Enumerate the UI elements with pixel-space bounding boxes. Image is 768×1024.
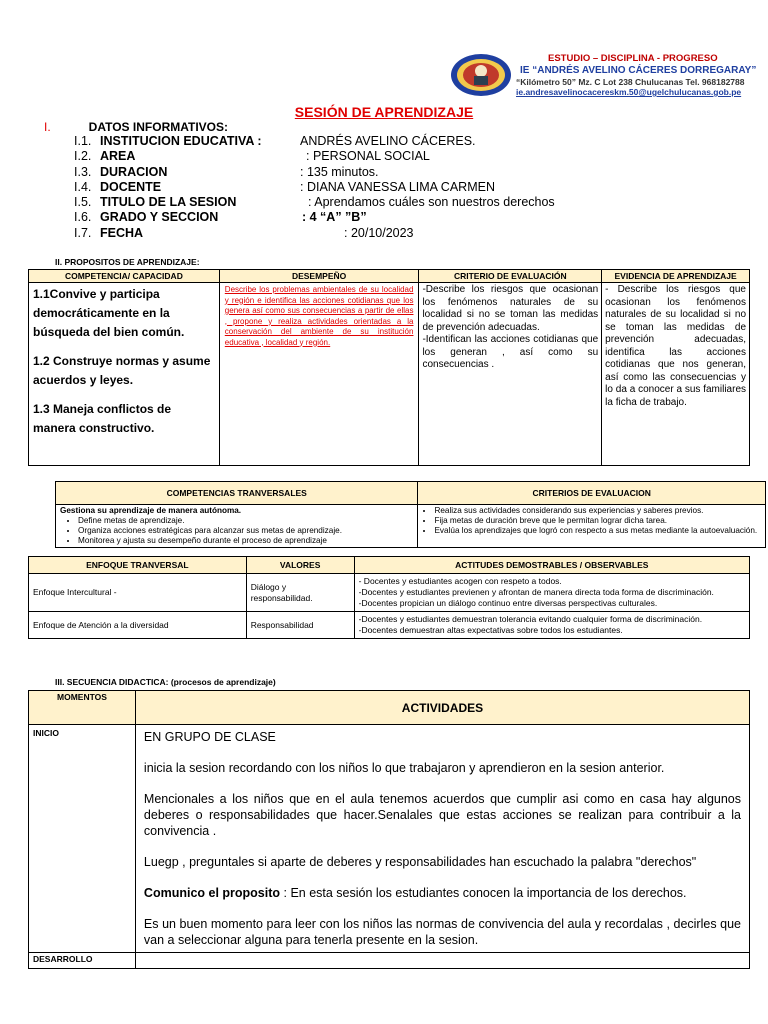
column-header: CRITERIOS DE EVALUACION bbox=[418, 482, 766, 505]
evidencia-cell: - Describe los riesgos que ocasionan los fenómenos naturales de su localidad si no se toman las medidas de prevención adecuadas, identifica las acciones cotidianas que nos generan, así como las consecuencias y lo da a conocer a sus familiares la ficha de trabajo. bbox=[602, 283, 750, 466]
info-row: I.6. GRADO Y SECCION : 4 “A” ”B” bbox=[74, 210, 367, 224]
enfoque-cell: Enfoque Intercultural - bbox=[29, 574, 247, 612]
table-row bbox=[29, 953, 750, 969]
valores-cell: Responsabilidad bbox=[246, 612, 354, 639]
list-item: • Organiza acciones estratégicas para alcanzar sus metas de aprendizaje. bbox=[78, 526, 413, 536]
competencia-item: 1.2 Construye normas y asume acuerdos y leyes. bbox=[33, 354, 211, 387]
table-header-row bbox=[29, 691, 750, 725]
section-heading-2: II. PROPOSITOS DE APRENDIZAJE: bbox=[55, 257, 200, 267]
section-heading-1 bbox=[44, 120, 228, 134]
table-row bbox=[56, 505, 766, 548]
actitudes-cell: - Docentes y estudiantes acogen con respeto a todos. -Docentes y estudiantes previenen y afrontan de manera directa toda forma de discriminación. -Docentes propician un diálogo continuo entre diversas perspectivas culturales. bbox=[354, 574, 749, 612]
table-row bbox=[29, 574, 750, 612]
info-row: I.1. INSTITUCION EDUCATIVA : ANDRÉS AVELINO CÁCERES. bbox=[74, 134, 476, 148]
activity-paragraph: inicia la sesion recordando con los niños lo que trabajaron y aprendieron en la sesion anterior. bbox=[143, 761, 665, 775]
table-row bbox=[29, 612, 750, 639]
school-address: “Kilómetro 50” Mz. C Lot 238 Chulucanas Tel. 968182788 bbox=[516, 77, 745, 87]
table-row bbox=[29, 725, 750, 953]
list-item: • Fija metas de duración breve que le permitan lograr dicha tarea. bbox=[434, 516, 761, 526]
table-header-row bbox=[29, 557, 750, 574]
list-item: • Realiza sus actividades considerando sus experiencias y saberes previos. bbox=[434, 506, 761, 516]
section-heading-3: III. SECUENCIA DIDACTICA: (procesos de aprendizaje) bbox=[55, 677, 276, 687]
momento-desarrollo-label: DESARROLLO bbox=[29, 953, 136, 969]
enfoques-table bbox=[28, 556, 750, 639]
list-item: • Define metas de aprendizaje. bbox=[78, 516, 413, 526]
actitudes-cell: -Docentes y estudiantes demuestran tolerancia evitando cualquier forma de discriminación. -Docentes demuestran altas expectativas sobre todos los estudiantes. bbox=[354, 612, 749, 639]
school-email[interactable]: ie.andresavelinocacereskm.50@ugelchulucanas.gob.pe bbox=[516, 87, 742, 97]
section-number: I. bbox=[44, 120, 51, 134]
activity-paragraph: EN GRUPO DE CLASE bbox=[143, 730, 276, 744]
school-motto: ESTUDIO – DISCIPLINA - PROGRESO bbox=[548, 53, 718, 64]
enfoque-cell: Enfoque de Atención a la diversidad bbox=[29, 612, 247, 639]
actividades-desarrollo-cell bbox=[135, 953, 749, 969]
column-header: EVIDENCIA DE APRENDIZAJE bbox=[602, 270, 750, 283]
activity-paragraph: Luegp , preguntales si aparte de deberes y responsabilidades han escuchado la palabra "derechos" bbox=[143, 855, 697, 869]
table-header-row bbox=[56, 482, 766, 505]
criterios-evaluacion-cell bbox=[418, 505, 766, 548]
valores-cell: Diálogo y responsabilidad. bbox=[246, 574, 354, 612]
column-header: ACTIVIDADES bbox=[135, 691, 749, 725]
table-row bbox=[29, 283, 750, 466]
competencias-cell bbox=[29, 283, 220, 466]
column-header: VALORES bbox=[246, 557, 354, 574]
transversal-title: Gestiona su aprendizaje de manera autónoma. bbox=[60, 506, 242, 515]
column-header: DESEMPEÑO bbox=[219, 270, 419, 283]
info-row: I.5. TITULO DE LA SESION : Aprendamos cuáles son nuestros derechos bbox=[74, 195, 555, 209]
school-name: IE “ANDRÉS AVELINO CÁCERES DORREGARAY” bbox=[520, 65, 757, 76]
column-header: MOMENTOS bbox=[29, 691, 136, 725]
competencia-item: 1.1Convive y participa democráticamente en la búsqueda del bien común. bbox=[33, 287, 185, 339]
list-item: • Evalúa los aprendizajes que logró con respecto a sus metas mediante la autoevaluación. bbox=[434, 526, 761, 536]
activity-paragraph: Mencionales a los niños que en el aula tenemos acuerdos que cumplir asi como en casa hay algunos deberes o responsabilidades que hacer.Senalales que estas acciones se realizan para contribuir a la convivencia . bbox=[143, 792, 741, 838]
proposito-label: Comunico el proposito bbox=[143, 886, 281, 900]
actividades-inicio-cell bbox=[135, 725, 749, 953]
momento-inicio-label: INICIO bbox=[29, 725, 136, 953]
column-header: COMPETENCIAS TRANVERSALES bbox=[56, 482, 418, 505]
info-row: I.2. AREA : PERSONAL SOCIAL bbox=[74, 149, 430, 163]
competencias-transversales-cell bbox=[56, 505, 418, 548]
section-label: DATOS INFORMATIVOS: bbox=[88, 120, 229, 134]
info-row: I.3. DURACION : 135 minutos. bbox=[74, 165, 379, 179]
propositos-table bbox=[28, 269, 750, 466]
school-logo bbox=[450, 52, 512, 98]
list-item: • Monitorea y ajusta su desempeño durante el proceso de aprendizaje bbox=[78, 536, 413, 546]
transversales-table bbox=[55, 481, 766, 548]
info-row: I.4. DOCENTE : DIANA VANESSA LIMA CARMEN bbox=[74, 180, 495, 194]
activity-paragraph: Es un buen momento para leer con los niños las normas de convivencia del aula y recordalas , decirles que van a seleccionar alguna para tenerla presente en la sesion. bbox=[143, 917, 741, 947]
criterio-cell: -Describe los riesgos que ocasionan los fenómenos naturales de su localidad si no se toman las medidas de prevención adecuadas. -Identifican las acciones cotidianas que los generan , así como su consecuencias . bbox=[419, 283, 602, 466]
column-header: COMPETENCIA/ CAPACIDAD bbox=[29, 270, 220, 283]
table-header-row bbox=[29, 270, 750, 283]
column-header: CRITERIO DE EVALUACIÓN bbox=[419, 270, 602, 283]
activity-paragraph: Comunico el proposito : En esta sesión los estudiantes conocen la importancia de los derechos. bbox=[143, 886, 687, 900]
competencia-item: 1.3 Maneja conflictos de manera constructivo. bbox=[33, 402, 172, 435]
column-header: ENFOQUE TRANVERSAL bbox=[29, 557, 247, 574]
desempeno-cell: Describe los problemas ambientales de su localidad y región e identifica las acciones cotidianas que los genera así como sus consecuencias a partir de ellas , propone y realiza actividades orientadas a la conservación del ambiente de su institución educativa , localidad y región. bbox=[219, 283, 419, 466]
column-header: ACTITUDES DEMOSTRABLES / OBSERVABLES bbox=[354, 557, 749, 574]
secuencia-table bbox=[28, 690, 750, 969]
page-title: SESIÓN DE APRENDIZAJE bbox=[294, 104, 474, 120]
info-row: I.7. FECHA : 20/10/2023 bbox=[74, 226, 414, 240]
